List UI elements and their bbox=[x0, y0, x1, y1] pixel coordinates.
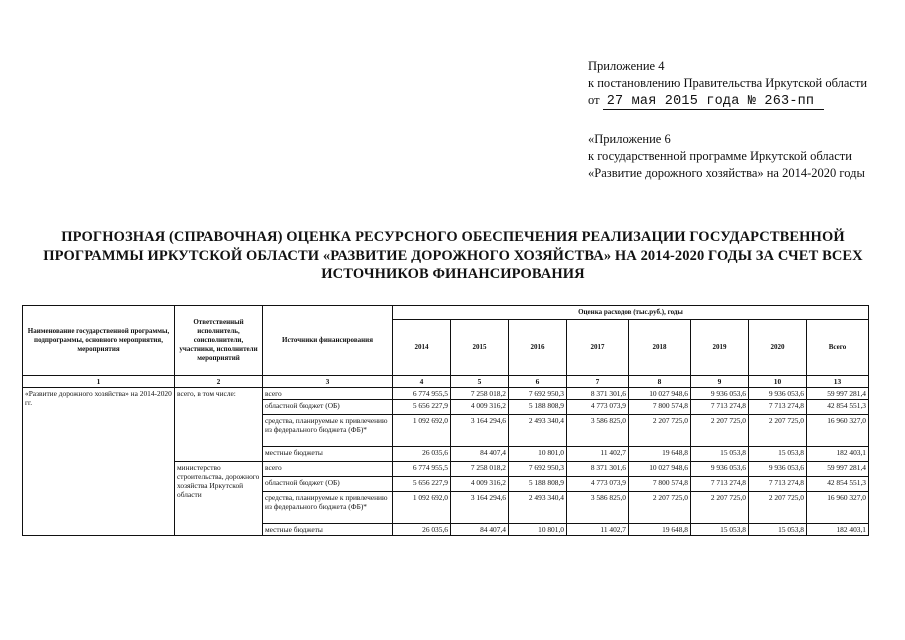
value-cell: 11 402,7 bbox=[567, 447, 629, 462]
value-cell: 4 009 316,2 bbox=[451, 477, 509, 492]
source-cell: областной бюджет (ОБ) bbox=[263, 477, 393, 492]
value-cell: 182 403,1 bbox=[807, 447, 869, 462]
value-cell: 10 801,0 bbox=[509, 524, 567, 536]
value-cell: 2 207 725,0 bbox=[691, 415, 749, 447]
value-cell: 9 936 053,6 bbox=[691, 388, 749, 400]
title-line-1: ПРОГНОЗНАЯ (СПРАВОЧНАЯ) ОЦЕНКА РЕСУРСНОГО ОБЕСПЕЧЕНИЯ РЕАЛИЗАЦИИ ГОСУДАРСТВЕННОЙ bbox=[61, 229, 845, 245]
column-number: 1 bbox=[23, 376, 175, 388]
column-number: 13 bbox=[807, 376, 869, 388]
header-year: 2014 bbox=[393, 320, 451, 376]
value-cell: 8 371 301,6 bbox=[567, 388, 629, 400]
value-cell: 7 258 018,2 bbox=[451, 388, 509, 400]
value-cell: 7 713 274,8 bbox=[749, 477, 807, 492]
value-cell: 26 035,6 bbox=[393, 447, 451, 462]
column-number: 7 bbox=[567, 376, 629, 388]
value-cell: 3 164 294,6 bbox=[451, 492, 509, 524]
value-cell: 9 936 053,6 bbox=[749, 462, 807, 477]
value-cell: 2 207 725,0 bbox=[629, 492, 691, 524]
value-cell: 16 960 327,0 bbox=[807, 415, 869, 447]
value-cell: 7 692 950,3 bbox=[509, 388, 567, 400]
value-cell: 11 402,7 bbox=[567, 524, 629, 536]
handwritten-date: 27 мая 2015 года № 263-пп bbox=[603, 94, 825, 110]
column-number: 5 bbox=[451, 376, 509, 388]
resource-table bbox=[22, 305, 869, 536]
header-year: 2020 bbox=[749, 320, 807, 376]
appendix-number: Приложение 4 bbox=[588, 59, 665, 73]
resource-table-wrapper bbox=[22, 305, 869, 536]
value-cell: 7 800 574,8 bbox=[629, 400, 691, 415]
source-cell: всего bbox=[263, 388, 393, 400]
value-cell: 19 648,8 bbox=[629, 447, 691, 462]
column-number: 9 bbox=[691, 376, 749, 388]
value-cell: 2 207 725,0 bbox=[749, 415, 807, 447]
value-cell: 42 854 551,3 bbox=[807, 400, 869, 415]
value-cell: 6 774 955,5 bbox=[393, 388, 451, 400]
value-cell: 2 207 725,0 bbox=[691, 492, 749, 524]
value-cell: 9 936 053,6 bbox=[749, 388, 807, 400]
appendix-6-program: к государственной программе Иркутской области bbox=[588, 149, 852, 163]
value-cell: 10 801,0 bbox=[509, 447, 567, 462]
source-cell: всего bbox=[263, 462, 393, 477]
value-cell: 7 713 274,8 bbox=[749, 400, 807, 415]
appendix-resolution: к постановлению Правительства Иркутской области bbox=[588, 76, 868, 90]
value-cell: 4 009 316,2 bbox=[451, 400, 509, 415]
value-cell: 5 656 227,9 bbox=[393, 400, 451, 415]
value-cell: 2 493 340,4 bbox=[509, 415, 567, 447]
title-line-3: ИСТОЧНИКОВ ФИНАНСИРОВАНИЯ bbox=[321, 266, 585, 282]
value-cell: 84 407,4 bbox=[451, 447, 509, 462]
date-prefix: от bbox=[588, 93, 600, 107]
value-cell: 2 207 725,0 bbox=[629, 415, 691, 447]
source-cell: областной бюджет (ОБ) bbox=[263, 400, 393, 415]
source-cell: местные бюджеты bbox=[263, 524, 393, 536]
value-cell: 4 773 073,9 bbox=[567, 400, 629, 415]
header-year: 2017 bbox=[567, 320, 629, 376]
value-cell: 19 648,8 bbox=[629, 524, 691, 536]
source-cell: средства, планируемые к привлечению из федерального бюджета (ФБ)* bbox=[263, 415, 393, 447]
responsible-cell: министерство строительства, дорожного хозяйства Иркутской области bbox=[175, 462, 263, 536]
value-cell: 15 053,8 bbox=[749, 524, 807, 536]
column-number: 8 bbox=[629, 376, 691, 388]
source-cell: местные бюджеты bbox=[263, 447, 393, 462]
value-cell: 5 656 227,9 bbox=[393, 477, 451, 492]
value-cell: 8 371 301,6 bbox=[567, 462, 629, 477]
value-cell: 84 407,4 bbox=[451, 524, 509, 536]
column-number: 2 bbox=[175, 376, 263, 388]
value-cell: 9 936 053,6 bbox=[691, 462, 749, 477]
value-cell: 4 773 073,9 bbox=[567, 477, 629, 492]
header-year: 2019 bbox=[691, 320, 749, 376]
header-year: 2018 bbox=[629, 320, 691, 376]
value-cell: 15 053,8 bbox=[691, 524, 749, 536]
column-number: 4 bbox=[393, 376, 451, 388]
document-title bbox=[28, 228, 878, 284]
value-cell: 15 053,8 bbox=[691, 447, 749, 462]
value-cell: 3 164 294,6 bbox=[451, 415, 509, 447]
value-cell: 2 493 340,4 bbox=[509, 492, 567, 524]
value-cell: 7 692 950,3 bbox=[509, 462, 567, 477]
value-cell: 6 774 955,5 bbox=[393, 462, 451, 477]
column-number: 6 bbox=[509, 376, 567, 388]
value-cell: 16 960 327,0 bbox=[807, 492, 869, 524]
header-costs: Оценка расходов (тыс.руб.), годы bbox=[393, 306, 869, 320]
value-cell: 1 092 692,0 bbox=[393, 415, 451, 447]
value-cell: 26 035,6 bbox=[393, 524, 451, 536]
value-cell: 15 053,8 bbox=[749, 447, 807, 462]
value-cell: 2 207 725,0 bbox=[749, 492, 807, 524]
program-name-cell: «Развитие дорожного хозяйства» на 2014-2020 гг. bbox=[23, 388, 175, 536]
value-cell: 7 800 574,8 bbox=[629, 477, 691, 492]
header-total: Всего bbox=[807, 320, 869, 376]
header-year: 2016 bbox=[509, 320, 567, 376]
value-cell: 10 027 948,6 bbox=[629, 462, 691, 477]
value-cell: 42 854 551,3 bbox=[807, 477, 869, 492]
appendix-block bbox=[588, 58, 888, 182]
value-cell: 3 586 825,0 bbox=[567, 415, 629, 447]
value-cell: 59 997 281,4 bbox=[807, 462, 869, 477]
value-cell: 3 586 825,0 bbox=[567, 492, 629, 524]
column-number-row bbox=[23, 376, 869, 388]
value-cell: 59 997 281,4 bbox=[807, 388, 869, 400]
header-sources: Источники финансирования bbox=[263, 306, 393, 376]
column-number: 3 bbox=[263, 376, 393, 388]
value-cell: 182 403,1 bbox=[807, 524, 869, 536]
appendix-6-program-name: «Развитие дорожного хозяйства» на 2014-2020 годы bbox=[588, 166, 865, 180]
header-year: 2015 bbox=[451, 320, 509, 376]
title-line-2: ПРОГРАММЫ ИРКУТСКОЙ ОБЛАСТИ «РАЗВИТИЕ ДОРОЖНОГО ХОЗЯЙСТВА» НА 2014-2020 ГОДЫ ЗА СЧЕТ ВСЕХ bbox=[43, 247, 863, 264]
header-name: Наименование государственной программы, подпрограммы, основного мероприятия, мероприятия bbox=[23, 306, 175, 376]
value-cell: 7 258 018,2 bbox=[451, 462, 509, 477]
source-cell: средства, планируемые к привлечению из федерального бюджета (ФБ)* bbox=[263, 492, 393, 524]
value-cell: 7 713 274,8 bbox=[691, 477, 749, 492]
value-cell: 7 713 274,8 bbox=[691, 400, 749, 415]
appendix-6-title: «Приложение 6 bbox=[588, 132, 671, 146]
table-row bbox=[23, 388, 869, 400]
value-cell: 1 092 692,0 bbox=[393, 492, 451, 524]
appendix-date-line bbox=[588, 92, 888, 110]
header-responsible: Ответственный исполнитель, соисполнители, участники, исполнители мероприятий bbox=[175, 306, 263, 376]
value-cell: 10 027 948,6 bbox=[629, 388, 691, 400]
responsible-cell: всего, в том числе: bbox=[175, 388, 263, 462]
value-cell: 5 188 808,9 bbox=[509, 477, 567, 492]
column-number: 10 bbox=[749, 376, 807, 388]
value-cell: 5 188 808,9 bbox=[509, 400, 567, 415]
